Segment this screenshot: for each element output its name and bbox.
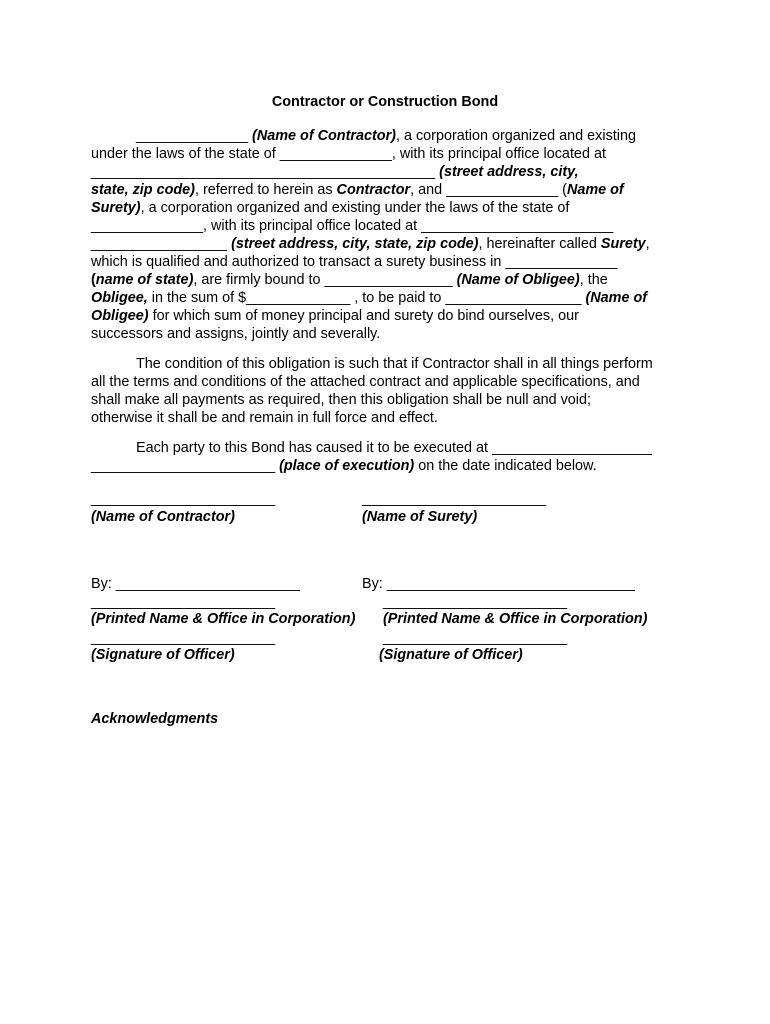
term-surety: Surety — [600, 236, 646, 252]
signature-line-contractor: _______________________ — [91, 491, 276, 507]
placeholder-name-of-obligee-2: (Name of — [585, 290, 648, 306]
text: _______________________ — [91, 458, 280, 474]
text: _________________ — [91, 236, 232, 252]
officer-signature-line-contractor: _______________________ — [91, 630, 276, 646]
p2-line-4: otherwise it shall be and remain in full force and effect. — [91, 410, 438, 426]
p1-line-7 — [91, 235, 650, 253]
p1-line-9 — [91, 271, 608, 289]
p1-line-10 — [91, 289, 647, 307]
label-signature-officer-contractor: (Signature of Officer) — [91, 647, 235, 663]
signature-line-surety: _______________________ — [362, 491, 547, 507]
text: ______________ — [136, 128, 253, 144]
p1-line-1 — [136, 127, 636, 145]
text: on the date indicated below. — [414, 458, 597, 474]
text: , a corporation organized and existing under the laws of the state of — [140, 200, 570, 216]
p2-line-1: The condition of this obligation is such that if Contractor shall in all things perform — [136, 356, 653, 372]
placeholder-street-address: (street address, city, — [439, 164, 579, 180]
text: ______________, with its principal office located at ________________________ — [91, 218, 614, 234]
p1-line-6 — [91, 217, 613, 235]
document-title: Contractor or Construction Bond — [271, 94, 499, 110]
text: ( — [91, 272, 96, 288]
p1-line-4 — [91, 181, 624, 199]
placeholder-place-of-execution: (place of execution) — [279, 458, 415, 474]
text: , the — [579, 272, 608, 288]
p1-line-8 — [91, 253, 617, 271]
placeholder-name-of-surety: Name of — [566, 182, 624, 198]
text: in the sum of $_____________ , to be paid to _________________ — [147, 290, 586, 306]
term-obligee: Obligee, — [91, 290, 148, 306]
acknowledgments-heading: Acknowledgments — [91, 711, 219, 727]
placeholder-surety: Surety) — [91, 200, 141, 216]
p1-line-5 — [91, 199, 569, 217]
p3-line-2 — [91, 457, 597, 475]
text: under the laws of the state of ______________, with its principal office located at — [91, 146, 606, 162]
text: , and ______________ ( — [410, 182, 567, 198]
printed-name-line-contractor: _______________________ — [91, 594, 276, 610]
p2-line-3: shall make all payments as required, then this obligation shall be null and void; — [91, 392, 591, 408]
by-line-surety: By: _______________________________ — [362, 576, 635, 592]
placeholder-state-zip: state, zip code) — [91, 182, 195, 198]
text: , — [645, 236, 650, 252]
officer-signature-line-surety: _______________________ — [383, 630, 568, 646]
label-name-of-surety: (Name of Surety) — [362, 509, 478, 525]
by-line-contractor: By: _______________________ — [91, 576, 300, 592]
text: , are firmly bound to ________________ — [193, 272, 457, 288]
p2-line-2: all the terms and conditions of the attached contract and applicable specifications, and — [91, 374, 640, 390]
text: which is qualified and authorized to transact a surety business in ______________ — [91, 254, 618, 270]
placeholder-obligee: Obligee) — [91, 308, 149, 324]
text: , hereinafter called — [478, 236, 601, 252]
text: , a corporation organized and existing — [395, 128, 636, 144]
p1-line-2 — [91, 145, 606, 163]
text: for which sum of money principal and surety do bind ourselves, our — [148, 308, 579, 324]
placeholder-name-of-state: name of state) — [95, 272, 194, 288]
printed-name-line-surety: _______________________ — [383, 594, 568, 610]
label-name-of-contractor: (Name of Contractor) — [91, 509, 235, 525]
p1-line-11 — [91, 307, 579, 325]
placeholder-name-of-contractor: (Name of Contractor) — [252, 128, 396, 144]
p3-line-1: Each party to this Bond has caused it to be executed at ____________________ — [136, 440, 653, 456]
label-printed-name-contractor: (Printed Name & Office in Corporation) — [91, 611, 356, 627]
placeholder-surety-address: (street address, city, state, zip code) — [231, 236, 479, 252]
label-signature-officer-surety: (Signature of Officer) — [379, 647, 523, 663]
text: successors and assigns, jointly and severally. — [91, 326, 381, 342]
p1-line-12 — [91, 325, 380, 343]
p1-line-3 — [91, 163, 579, 181]
text: , referred to herein as — [194, 182, 337, 198]
label-printed-name-surety: (Printed Name & Office in Corporation) — [383, 611, 648, 627]
text: ___________________________________________ — [91, 164, 440, 180]
placeholder-name-of-obligee: (Name of Obligee) — [456, 272, 580, 288]
term-contractor: Contractor — [336, 182, 411, 198]
